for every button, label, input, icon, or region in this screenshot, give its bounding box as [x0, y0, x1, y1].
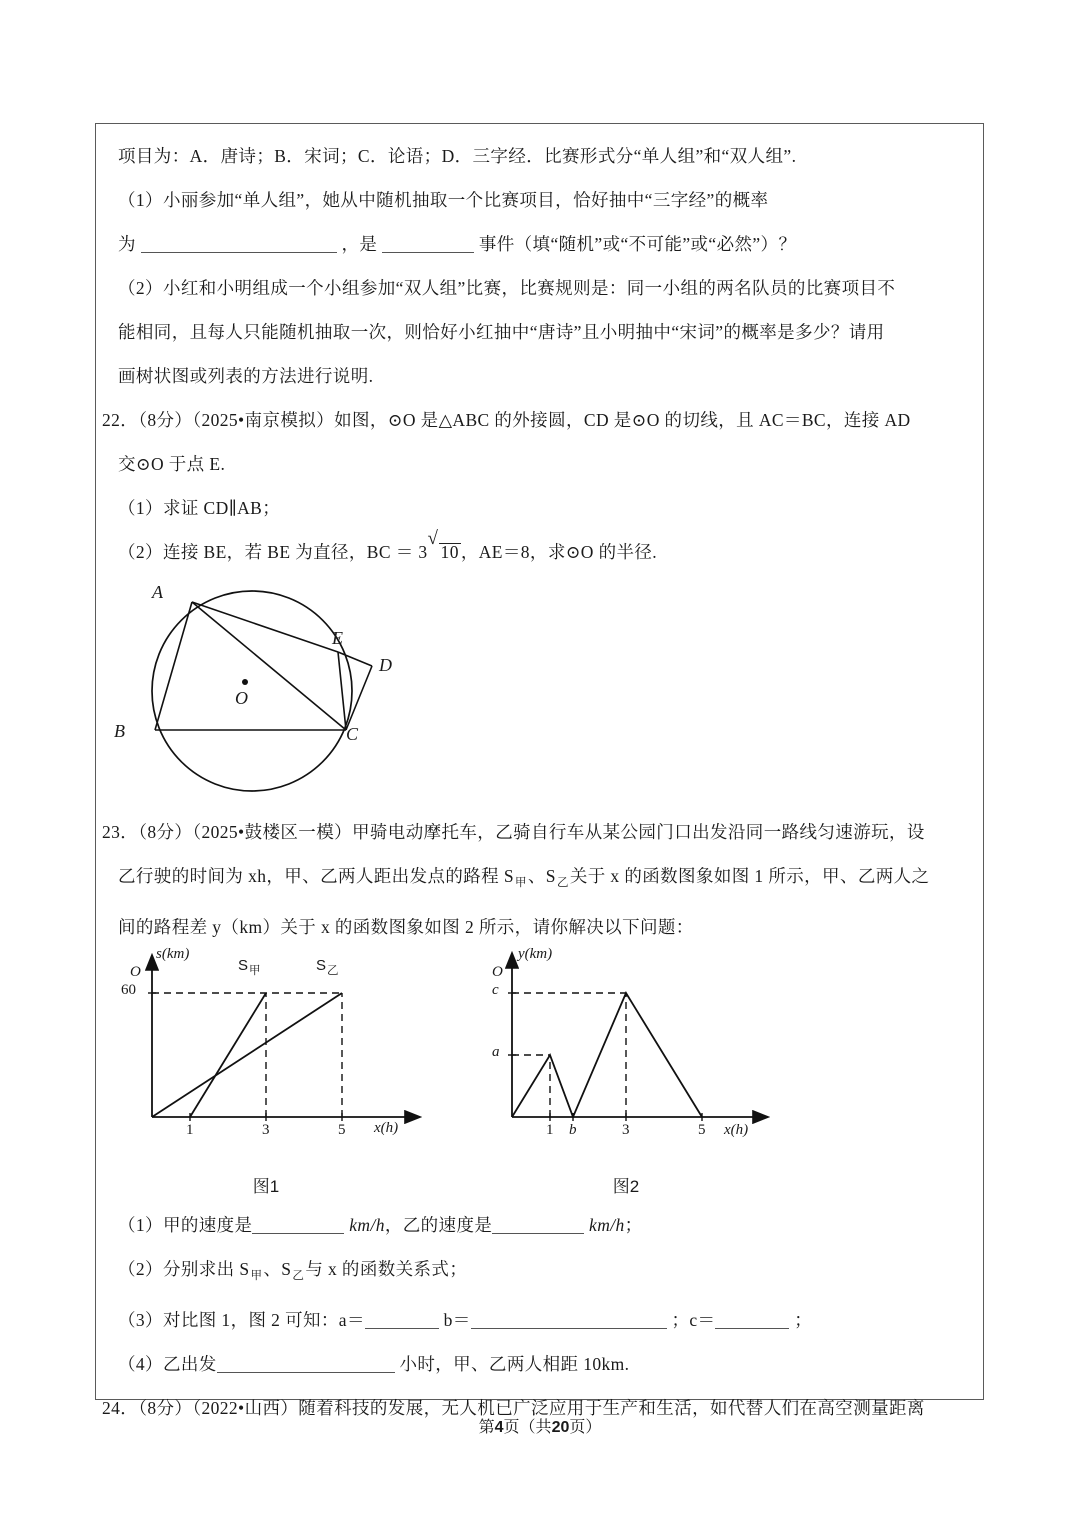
sqrt-expression: [428, 530, 461, 574]
q22-score: （8分）: [138, 410, 193, 430]
q23-part3-middle2: ；c＝: [671, 1310, 716, 1330]
footer-total-pages: 20: [551, 1419, 570, 1436]
chart-2-container: [466, 946, 826, 1197]
chart2-xtick-label-3: 3: [622, 1122, 630, 1138]
q23-part2-suffix: 与 x 的函数关系式；: [305, 1259, 468, 1279]
chart2-caption: 图2: [612, 1177, 640, 1196]
q23-graphs-row: [96, 946, 985, 1197]
q23-part3-middle: b＝: [443, 1310, 471, 1330]
q23-unit-kmh-1: km/h: [349, 1215, 385, 1235]
q23-part4-prefix: （4）乙出发: [118, 1354, 217, 1374]
q23-part3: [96, 1298, 985, 1342]
q23-sub-yi-1: 乙: [556, 877, 569, 889]
q22-part2: [96, 530, 985, 574]
chart1-xtick-label-5: 5: [338, 1122, 346, 1138]
chart2-x-axis-label: x(h): [724, 1122, 749, 1138]
q23-part4-suffix: 小时，甲、乙两人相距 10km.: [399, 1354, 630, 1374]
q21-part2-line3: 画树状图或列表的方法进行说明.: [118, 366, 374, 386]
chart-1-container: [106, 946, 466, 1197]
q24-score: （8分）: [138, 1398, 193, 1418]
chart1-x-axis-label: x(h): [374, 1120, 399, 1136]
q23-source: （2025•鼓楼区一模）: [192, 822, 352, 842]
chart2-ytick-label-a: a: [492, 1044, 500, 1060]
q23-unit-kmh-2: km/h: [589, 1215, 625, 1235]
chart1-xtick-label-3: 3: [262, 1122, 270, 1138]
q23-part2-prefix: （2）分别求出 S: [118, 1259, 250, 1279]
q24-stem-text: 随着科技的发展，无人机已广泛应用于生产和生活，如代替人们在高空测量距离: [298, 1398, 925, 1418]
footer-middle: 页（共: [503, 1419, 552, 1436]
radical-sign-icon: √: [427, 528, 439, 549]
q23-part3-prefix: （3）对比图 1，图 2 可知：a＝: [118, 1310, 365, 1330]
q22-source: （2025•南京模拟）: [192, 410, 335, 430]
center-point-dot: [242, 679, 248, 685]
chart1-xtick-label-1: 1: [186, 1122, 194, 1138]
footer-prefix: 第: [478, 1419, 495, 1436]
chart2-xtick-label-b: b: [569, 1122, 577, 1138]
q23-sub-jia-2: 甲: [250, 1270, 263, 1282]
q23-blank-speed-jia[interactable]: [252, 1216, 344, 1234]
q23-score: （8分）: [138, 822, 193, 842]
q23-blank-c[interactable]: [715, 1311, 789, 1329]
q21-part1-suffix: 事件（填“随机”或“不可能”或“必然”）？: [478, 234, 797, 254]
chart1-series-label-jia: $S_甲$: [238, 957, 261, 977]
q23-part1: [96, 1203, 985, 1247]
q23-sub-yi-2: 乙: [292, 1270, 305, 1282]
chart1-y-axis-label: s(km): [156, 946, 190, 962]
label-point-E: E: [332, 628, 343, 648]
chart1-series-jia: [190, 993, 266, 1117]
q22-number: 22．: [102, 410, 139, 430]
q22-part2-suffix: ，AE＝8，求⊙O 的半径.: [460, 542, 658, 562]
q23-blank-a[interactable]: [365, 1311, 439, 1329]
q22-stem-text: 如图，⊙O 是△ABC 的外接圆，CD 是⊙O 的切线，且 AC＝BC，连接 AD: [334, 410, 911, 430]
q22-circle-figure: [96, 574, 985, 804]
q21-part2-line2: 能相同，且每人只能随机抽取一次，则恰好小红抽中“唐诗”且小明抽中“宋词”的概率是多少？请用: [118, 322, 885, 342]
label-point-B: B: [114, 721, 125, 741]
label-point-C: C: [346, 724, 359, 744]
chart2-y-axis-label: y(km): [518, 946, 553, 962]
chart1-caption: 图1: [252, 1177, 280, 1196]
q23-stem-b1: 乙行驶的时间为 xh，甲、乙两人距出发点的路程 S: [118, 866, 514, 886]
chart2-ytick-label-c: c: [492, 982, 499, 998]
q23-part1-middle-text: ，乙的速度是: [384, 1215, 493, 1235]
footer-suffix: 页）: [569, 1419, 602, 1436]
q23-blank-time[interactable]: [217, 1355, 395, 1373]
q21-part1-line2: [96, 222, 985, 266]
q23-number: 23．: [102, 822, 139, 842]
page-footer: [0, 1414, 1080, 1437]
chart2-origin-label: O: [492, 964, 503, 980]
q24-source: （2022•山西）: [192, 1398, 299, 1418]
q21-options-line: 项目为：A．唐诗；B．宋词；C．论语；D．三字经．比赛形式分“单人组”和“双人组”.: [118, 146, 797, 166]
q22-part1: （1）求证 CD∥AB；: [118, 498, 281, 518]
q21-part1-prefix: 为: [118, 234, 136, 254]
segment-ED: [338, 652, 372, 666]
footer-page-number: 4: [494, 1419, 504, 1436]
exam-page-sheet: [95, 123, 984, 1418]
chart1-series-label-yi: $S_乙$: [316, 957, 339, 977]
q22-stem-line2: 交⊙O 于点 E.: [118, 454, 226, 474]
q21-blank-event-type[interactable]: [382, 235, 474, 253]
chart2-xtick-label-5: 5: [698, 1122, 706, 1138]
chart1-origin-label: O: [130, 964, 141, 980]
q21-blank-probability[interactable]: [141, 235, 337, 253]
segment-EC: [338, 652, 346, 730]
q23-blank-speed-yi[interactable]: [492, 1216, 584, 1234]
segment-AE: [192, 602, 338, 652]
q23-sub-jia-1: 甲: [514, 877, 527, 889]
segment-AB: [155, 602, 192, 730]
q21-part2-line1: （2）小红和小明组成一个小组参加“双人组”比赛，比赛规则是：同一小组的两名队员的比赛项目不: [118, 278, 896, 298]
q22-stem-line1: [96, 398, 985, 442]
q23-part4: [96, 1342, 985, 1386]
chart1-ytick-label-60: 60: [121, 982, 136, 998]
circle-O: [152, 591, 352, 791]
segment-DC: [346, 666, 372, 730]
label-point-O: O: [235, 688, 248, 708]
q23-stem-b3: 关于 x 的函数图象如图 1 所示，甲、乙两人之: [569, 866, 930, 886]
q23-part3-suffix: ；: [794, 1310, 813, 1330]
q23-part2: [96, 1247, 985, 1298]
q23-blank-b[interactable]: [471, 1311, 667, 1329]
q23-part1-prefix: （1）甲的速度是: [118, 1215, 253, 1235]
q21-part1-line1: （1）小丽参加“单人组”，她从中随机抽取一个比赛项目，恰好抽中“三字经”的概率: [118, 190, 769, 210]
radicand: 10: [440, 542, 459, 562]
q23-part1-end: ；: [624, 1215, 643, 1235]
page-content: [96, 124, 985, 1430]
chart2-xtick-label-1: 1: [546, 1122, 554, 1138]
label-point-A: A: [152, 582, 163, 602]
chart1-series-yi: [152, 993, 342, 1117]
q22-part2-prefix: （2）连接 BE，若 BE 为直径，BC ＝ 3: [118, 542, 428, 562]
q21-part1-middle: ，是: [341, 234, 378, 254]
q23-stem-line1: [96, 810, 985, 854]
q24-number: 24．: [102, 1398, 139, 1418]
q23-part2-middle: 、S: [263, 1259, 292, 1279]
q23-stem-text: 甲骑电动摩托车，乙骑自行车从某公园门口出发沿同一路线匀速游玩，设: [352, 822, 925, 842]
q23-stem-line3: 间的路程差 y（km）关于 x 的函数图象如图 2 所示，请你解决以下问题：: [118, 917, 694, 937]
label-point-D: D: [379, 655, 392, 675]
q23-stem-b2: 、S: [527, 866, 556, 886]
q23-stem-line2: [96, 854, 985, 905]
